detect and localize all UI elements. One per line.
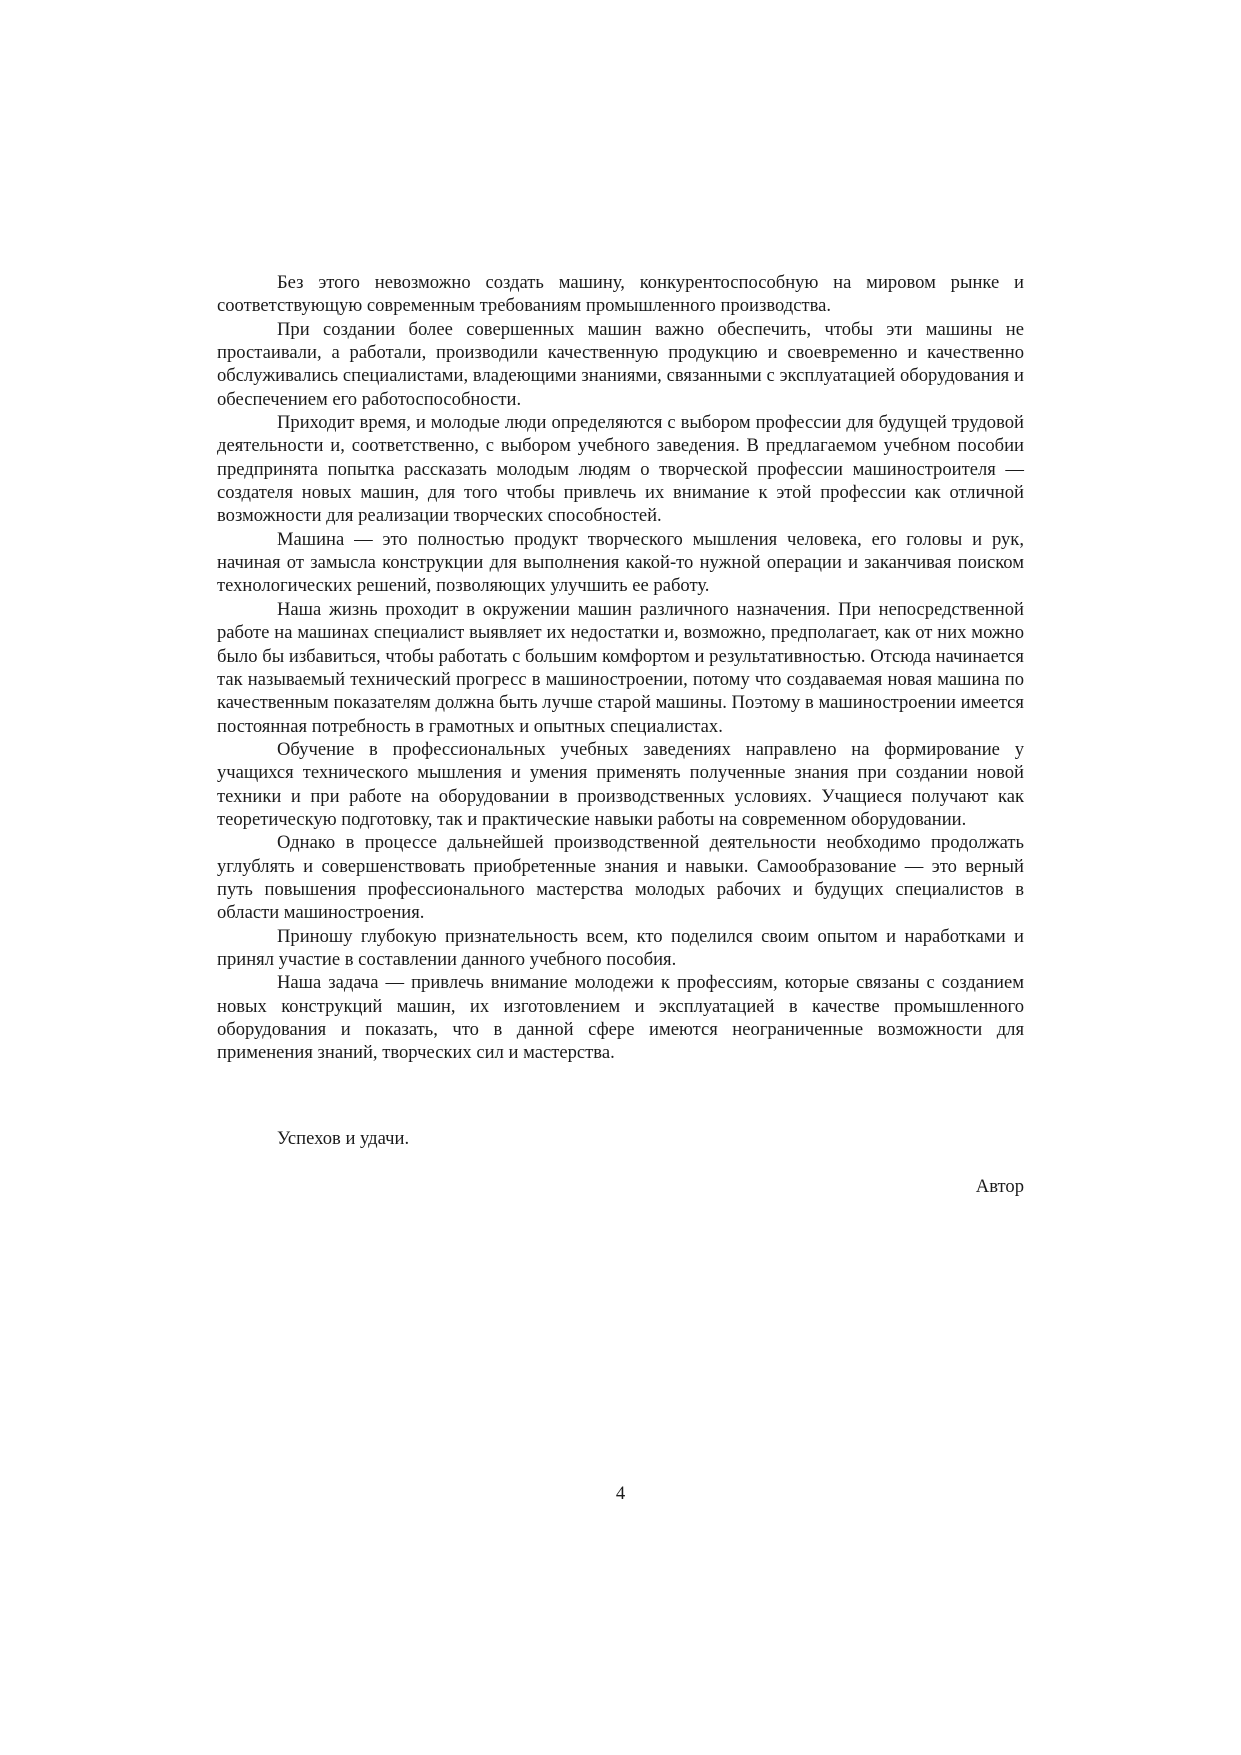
paragraph-5: Наша жизнь проходит в окружении машин различного назначения. При непосредственной работе на машинах специалист выявляет их недостатки и, возможно, предполагает, как от них можно было бы избавиться, чтобы работать с большим комфортом и результативностью. Отсюда начинается так называемый технический прогресс в машиностроении, потому что создаваемая новая машина по качественным показателям должна быть лучше старой машины. Поэтому в машиностроении имеется постоянная потребность в грамотных и опытных специалистах. — [217, 598, 1024, 737]
paragraph-6: Обучение в профессиональных учебных заведениях направлено на формирование у учащихся технического мышления и умения применять полученные знания при создании новой техники и при работе на оборудовании в производственных условиях. Учащиеся получают как теоретическую подготовку, так и практические навыки работы на современном оборудовании. — [217, 738, 1024, 830]
paragraph-2: При создании более совершенных машин важно обеспечить, чтобы эти машины не простаивали, а работали, производили качественную продукцию и своевременно и качественно обслуживались специалистами, владеющими знаниями, связанными с эксплуатацией оборудования и обеспечением его работоспособности. — [217, 318, 1024, 410]
body-text — [217, 271, 1024, 1065]
paragraph-1: Без этого невозможно создать машину, конкурентоспособную на мировом рынке и соответствующую современным требованиям промышленного производства. — [217, 272, 1024, 317]
paragraph-4: Машина — это полностью продукт творческого мышления человека, его головы и рук, начиная от замысла конструкции для выполнения какой-то нужной операции и заканчивая поиском технологических решений, позволяющих улучшить ее работу. — [217, 528, 1024, 597]
paragraph-3: Приходит время, и молодые люди определяются с выбором профессии для будущей трудовой деятельности и, соответственно, с выбором учебного заведения. В предлагаемом учебном пособии предпринята попытка рассказать молодым людям о творческой профессии машиностроителя — создателя новых машин, для того чтобы привлечь их внимание к этой профессии как отличной возможности для реализации творческих способностей. — [217, 412, 1024, 527]
paragraph-9: Наша задача — привлечь внимание молодежи к профессиям, которые связаны с созданием новых конструкций машин, их изготовлением и эксплуатацией в качестве промышленного оборудования и показать, что в данной сфере имеются неограниченные возможности для применения знаний, творческих сил и мастерства. — [217, 972, 1024, 1064]
paragraph-8: Приношу глубокую признательность всем, кто поделился своим опытом и наработками и принял участие в составлении данного учебного пособия. — [217, 925, 1024, 970]
author-signature: Автор — [975, 1176, 1024, 1197]
closing-line: Успехов и удачи. — [277, 1128, 410, 1149]
paragraph-7: Однако в процессе дальнейшей производственной деятельности необходимо продолжать углублять и совершенствовать приобретенные знания и навыки. Самообразование — это верный путь повышения профессионального мастерства молодых рабочих и будущих специалистов в области машиностроения. — [217, 832, 1024, 924]
page-number: 4 — [615, 1483, 626, 1504]
